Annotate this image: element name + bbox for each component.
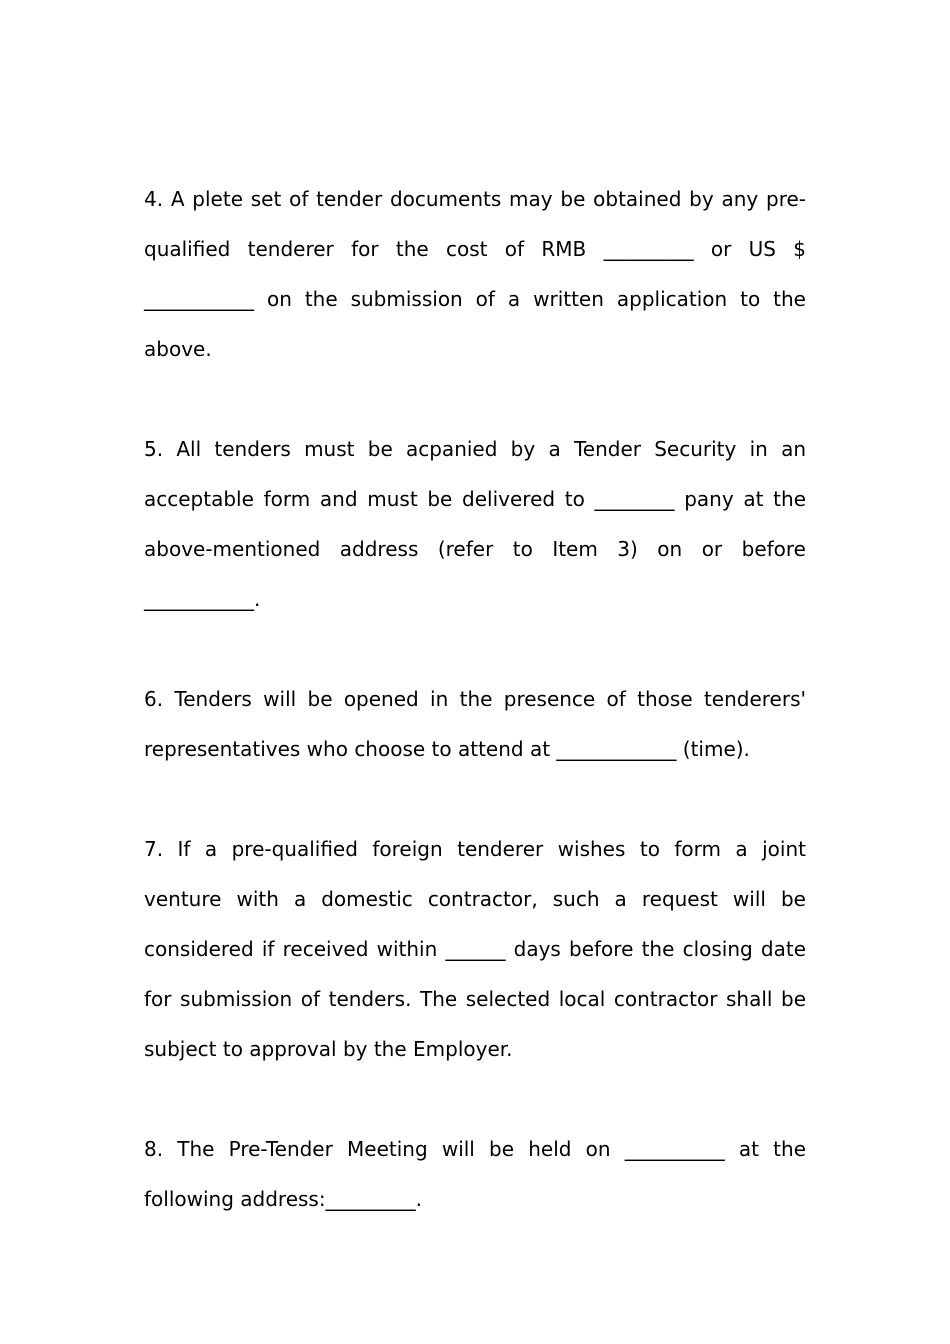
- paragraph-item-8: 8. The Pre-Tender Meeting will be held on __________ at the following address:_________.: [144, 1137, 806, 1211]
- document-body: [144, 174, 806, 1224]
- paragraph-item-6: 6. Tenders will be opened in the presence of those tenderers' representatives who choose to attend at ____________ (time).: [144, 687, 806, 761]
- paragraph-item-7: 7. If a pre-qualified foreign tenderer wishes to form a joint venture with a domestic contractor, such a request will be considered if received within ______ days before the closing date for submission of tenders. The selected local contractor shall be subject to approval by the Employer.: [144, 837, 806, 1061]
- paragraph-item-4: 4. A plete set of tender documents may be obtained by any pre-qualified tenderer for the cost of RMB _________ or US $ ___________ on the submission of a written application to the above.: [144, 187, 806, 361]
- paragraph-item-5: 5. All tenders must be acpanied by a Tender Security in an acceptable form and must be delivered to ________ pany at the above-mentioned address (refer to Item 3) on or before ___________.: [144, 437, 806, 611]
